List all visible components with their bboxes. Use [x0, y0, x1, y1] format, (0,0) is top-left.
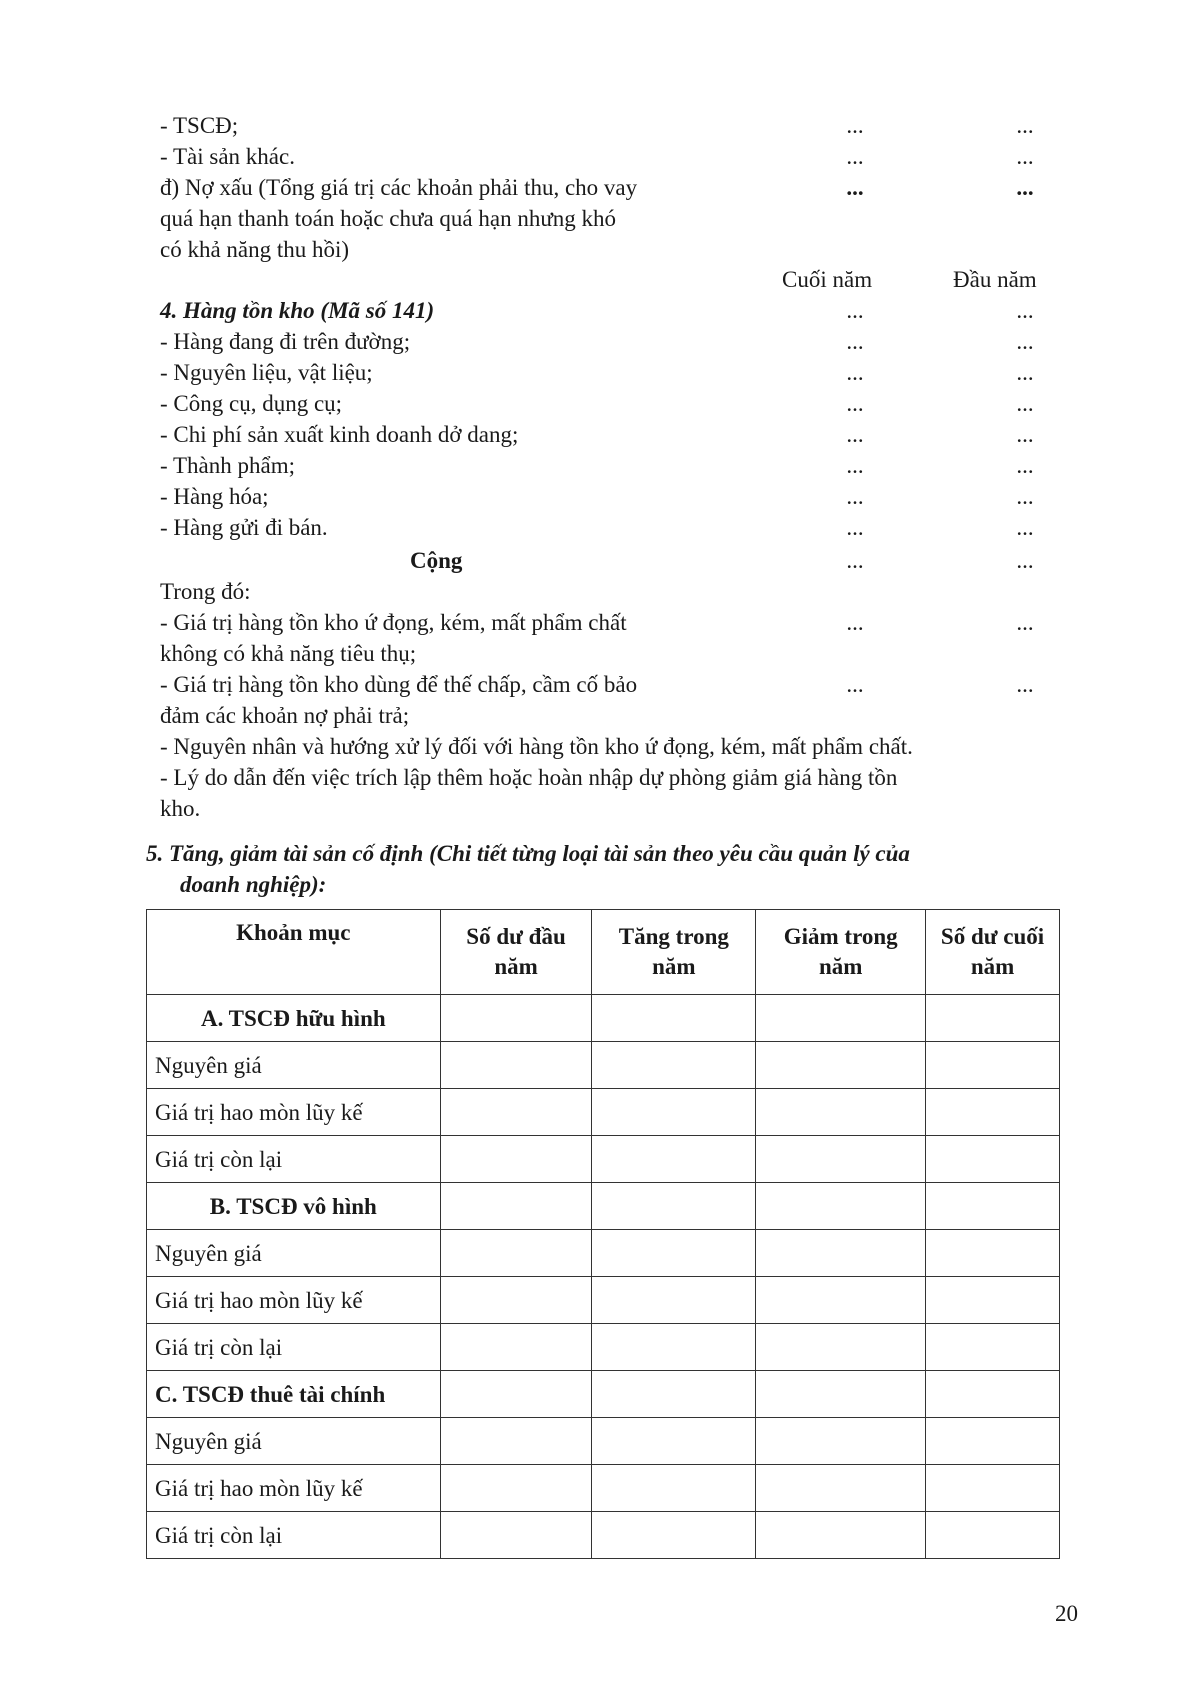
row-begin-value: ...	[1016, 610, 1034, 635]
table-cell	[592, 1042, 756, 1089]
inventory-item	[160, 512, 1060, 543]
fixed-assets-table	[146, 909, 1060, 1559]
table-cell	[592, 1136, 756, 1183]
row-label: Giá trị còn lại	[147, 1324, 441, 1371]
table-cell	[440, 1089, 592, 1136]
row-label: Nguyên giá	[147, 1042, 441, 1089]
table-row	[147, 1136, 1060, 1183]
table-row	[147, 1183, 1060, 1230]
row-label: - Hàng gửi đi bán.	[160, 515, 328, 540]
table-cell	[756, 995, 926, 1042]
row-begin-value: ...	[1016, 360, 1034, 385]
table-row	[147, 995, 1060, 1042]
table-header-row	[147, 910, 1060, 995]
row-end-value: ...	[846, 298, 864, 323]
table-cell	[592, 1324, 756, 1371]
table-cell	[592, 1230, 756, 1277]
row-label: đ) Nợ xấu (Tổng giá trị các khoản phải thu, cho vay	[160, 175, 638, 200]
table-cell	[926, 1230, 1060, 1277]
inventory-note	[160, 607, 1060, 638]
table-cell	[440, 1465, 592, 1512]
table-cell	[926, 1324, 1060, 1371]
table-cell	[926, 1512, 1060, 1559]
inventory-total-row	[160, 545, 1060, 576]
row-end-value: ...	[846, 672, 864, 697]
inventory-item	[160, 481, 1060, 512]
table-row	[147, 1512, 1060, 1559]
inventory-item	[160, 357, 1060, 388]
table-cell	[440, 1183, 592, 1230]
table-cell	[592, 1089, 756, 1136]
table-cell	[756, 1512, 926, 1559]
row-other-assets	[160, 141, 1060, 172]
row-end-value: ...	[846, 422, 864, 447]
row-label: Giá trị còn lại	[147, 1136, 441, 1183]
row-label: Nguyên giá	[147, 1230, 441, 1277]
section-heading: 4. Hàng tồn kho (Mã số 141)	[160, 298, 435, 323]
group-title: A. TSCĐ hữu hình	[147, 995, 441, 1042]
table-cell	[926, 1089, 1060, 1136]
table-cell	[440, 1371, 592, 1418]
table-cell	[592, 1277, 756, 1324]
table-row	[147, 1042, 1060, 1089]
table-cell	[440, 1230, 592, 1277]
row-begin-value: ...	[1016, 144, 1034, 169]
row-label: Giá trị hao mòn lũy kế	[147, 1465, 441, 1512]
row-begin-value: ...	[1016, 391, 1034, 416]
row-end-value: ...	[846, 610, 864, 635]
row-bad-debt	[160, 172, 1060, 203]
inventory-note	[160, 793, 1060, 824]
row-label: Giá trị hao mòn lũy kế	[147, 1277, 441, 1324]
inventory-note	[160, 638, 1060, 669]
table-cell	[756, 1371, 926, 1418]
table-cell	[440, 1042, 592, 1089]
row-label: không có khả năng tiêu thụ;	[160, 641, 417, 666]
row-label: - Hàng hóa;	[160, 484, 269, 509]
row-label: kho.	[160, 796, 201, 821]
row-label: - Nguyên nhân và hướng xử lý đối với hàng tồn kho ứ đọng, kém, mất phẩm chất.	[160, 734, 913, 759]
inventory-note	[160, 700, 1060, 731]
table-cell	[756, 1183, 926, 1230]
row-end-value: ...	[846, 175, 864, 200]
table-cell	[592, 1418, 756, 1465]
row-end-value: ...	[846, 360, 864, 385]
row-label: - Lý do dẫn đến việc trích lập thêm hoặc hoàn nhập dự phòng giảm giá hàng tồn	[160, 765, 898, 790]
inventory-note	[160, 731, 1060, 762]
row-label: - Chi phí sản xuất kinh doanh dở dang;	[160, 422, 519, 447]
table-row	[147, 1418, 1060, 1465]
table-cell	[440, 1512, 592, 1559]
row-label: - Giá trị hàng tồn kho dùng để thế chấp, cầm cố bảo	[160, 672, 638, 697]
row-bad-debt-cont	[160, 203, 1060, 234]
row-begin-value: ...	[1016, 175, 1034, 200]
table-cell	[756, 1136, 926, 1183]
table-row	[147, 1277, 1060, 1324]
row-label: - Giá trị hàng tồn kho ứ đọng, kém, mất phẩm chất	[160, 610, 627, 635]
row-begin-value: ...	[1016, 113, 1034, 138]
inventory-note	[160, 669, 1060, 700]
row-end-value: ...	[846, 144, 864, 169]
table-row	[147, 1230, 1060, 1277]
row-begin-value: ...	[1016, 548, 1034, 573]
table-row	[147, 1465, 1060, 1512]
header-increase: Tăng trong năm	[592, 910, 756, 995]
table-cell	[440, 1277, 592, 1324]
row-label: - Tài sản khác.	[160, 144, 295, 169]
table-cell	[926, 1465, 1060, 1512]
table-cell	[592, 1183, 756, 1230]
group-title: B. TSCĐ vô hình	[147, 1183, 441, 1230]
inventory-item	[160, 419, 1060, 450]
header-opening-balance: Số dư đầu năm	[440, 910, 592, 995]
row-begin-value: ...	[1016, 515, 1034, 540]
group-title: C. TSCĐ thuê tài chính	[147, 1371, 441, 1418]
row-end-value: ...	[846, 548, 864, 573]
header-decrease: Giảm trong năm	[756, 910, 926, 995]
header-item: Khoản mục	[147, 910, 441, 995]
table-cell	[592, 1512, 756, 1559]
row-label: - TSCĐ;	[160, 113, 239, 138]
table-cell	[756, 1418, 926, 1465]
table-cell	[440, 1324, 592, 1371]
row-end-value: ...	[846, 515, 864, 540]
row-label: có khả năng thu hồi)	[160, 237, 350, 262]
row-label: - Công cụ, dụng cụ;	[160, 391, 343, 416]
table-cell	[592, 1465, 756, 1512]
table-cell	[440, 1418, 592, 1465]
row-begin-value: ...	[1016, 453, 1034, 478]
row-label: quá hạn thanh toán hoặc chưa quá hạn nhưng khó	[160, 206, 617, 231]
table-cell	[756, 1230, 926, 1277]
section5-line1: 5. Tăng, giảm tài sản cố định (Chi tiết từng loại tài sản theo yêu cầu quản lý của	[146, 841, 910, 866]
table-cell	[926, 1418, 1060, 1465]
table-cell	[756, 1042, 926, 1089]
row-begin-value: ...	[1016, 484, 1034, 509]
table-row	[147, 1371, 1060, 1418]
row-tscd	[160, 110, 1060, 141]
table-cell	[756, 1465, 926, 1512]
row-begin-value: ...	[1016, 298, 1034, 323]
header-end-of-year: Cuối năm	[782, 267, 873, 292]
section5-line2: doanh nghiệp):	[180, 872, 327, 897]
inventory-note	[160, 762, 1060, 793]
row-label: Giá trị còn lại	[147, 1512, 441, 1559]
row-end-value: ...	[846, 484, 864, 509]
row-label: đảm các khoản nợ phải trả;	[160, 703, 410, 728]
row-begin-value: ...	[1016, 329, 1034, 354]
header-closing-balance: Số dư cuối năm	[926, 910, 1060, 995]
row-label: Giá trị hao mòn lũy kế	[147, 1089, 441, 1136]
table-cell	[926, 1136, 1060, 1183]
table-row	[147, 1089, 1060, 1136]
row-begin-value: ...	[1016, 672, 1034, 697]
row-end-value: ...	[846, 391, 864, 416]
table-cell	[756, 1089, 926, 1136]
section5-heading	[146, 838, 1091, 900]
row-label: Nguyên giá	[147, 1418, 441, 1465]
row-label: - Thành phẩm;	[160, 453, 295, 478]
inventory-item	[160, 388, 1060, 419]
table-cell	[926, 1183, 1060, 1230]
row-label: - Nguyên liệu, vật liệu;	[160, 360, 373, 385]
row-label: - Hàng đang đi trên đường;	[160, 329, 411, 354]
table-cell	[756, 1324, 926, 1371]
table-cell	[592, 995, 756, 1042]
total-label: Cộng	[410, 548, 463, 573]
row-end-value: ...	[846, 329, 864, 354]
table-cell	[440, 1136, 592, 1183]
inventory-title-row	[160, 295, 1060, 326]
row-end-value: ...	[846, 113, 864, 138]
table-cell	[440, 995, 592, 1042]
row-end-value: ...	[846, 453, 864, 478]
inventory-item	[160, 450, 1060, 481]
table-cell	[926, 1371, 1060, 1418]
page-number: 20	[1055, 1601, 1078, 1626]
table-cell	[756, 1277, 926, 1324]
table-cell	[592, 1371, 756, 1418]
column-headers	[160, 264, 1060, 295]
in-which-label: Trong đó:	[160, 579, 251, 604]
table-cell	[926, 995, 1060, 1042]
in-which-row	[160, 576, 1060, 607]
row-bad-debt-cont	[160, 234, 1060, 265]
table-row	[147, 1324, 1060, 1371]
inventory-item	[160, 326, 1060, 357]
table-cell	[926, 1277, 1060, 1324]
table-cell	[926, 1042, 1060, 1089]
row-begin-value: ...	[1016, 422, 1034, 447]
header-beginning-of-year: Đầu năm	[953, 267, 1037, 292]
